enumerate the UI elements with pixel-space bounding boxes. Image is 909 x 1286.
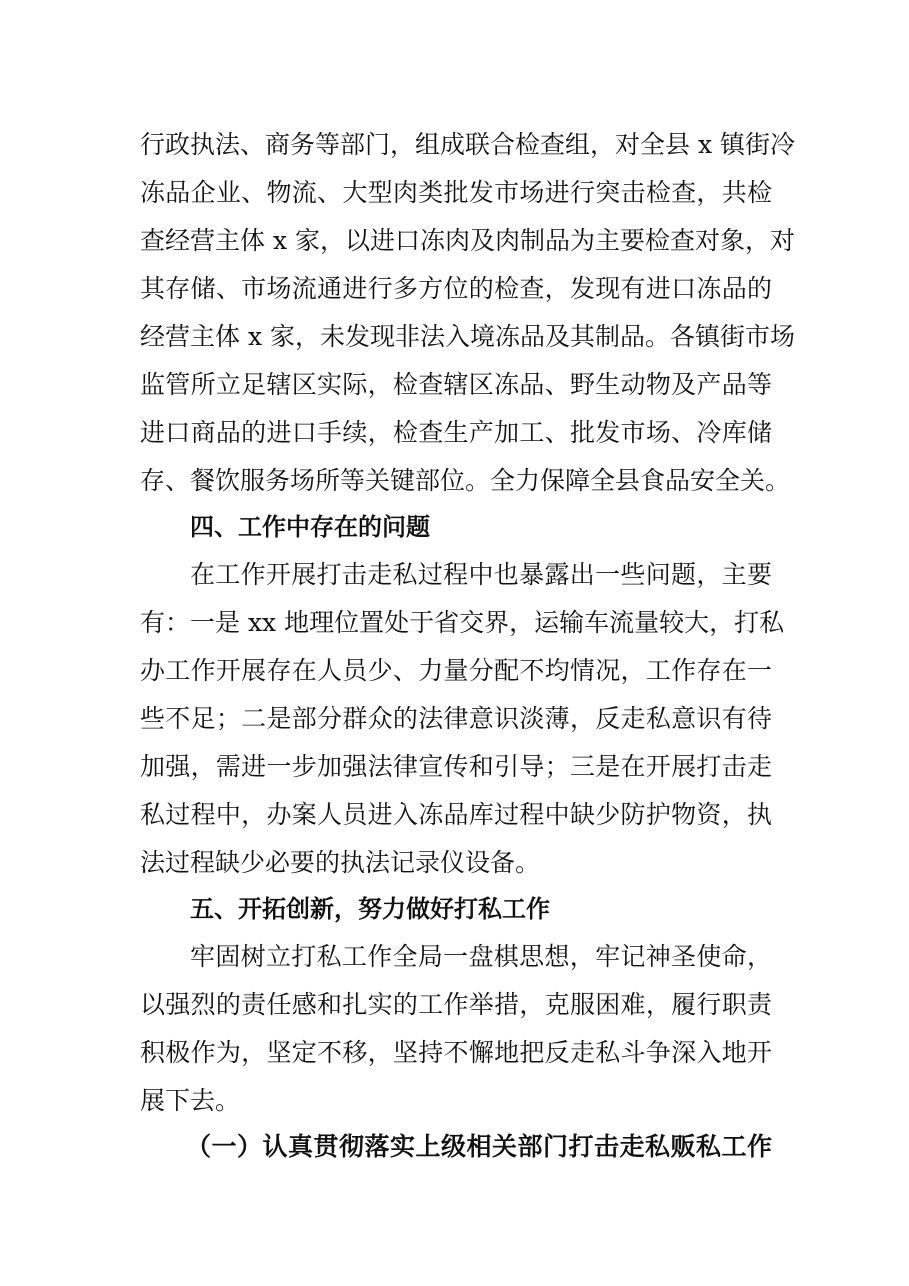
paragraph-line: 冻品企业、物流、大型肉类批发市场进行突击检查，共检 [140, 178, 772, 207]
paragraph-line: 行政执法、商务等部门，组成联合检查组，对全县 x 镇街冷 [140, 130, 795, 159]
paragraph-line: 牢固树立打私工作全局一盘棋思想，牢记神圣使命， [190, 942, 772, 971]
section-heading: 四、工作中存在的问题 [190, 513, 430, 541]
paragraph-line: 监管所立足辖区实际，检查辖区冻品、野生动物及产品等 [140, 370, 772, 399]
paragraph-line: 法过程缺少必要的执法记录仪设备。 [140, 848, 541, 877]
paragraph-line: 经营主体 x 家，未发现非法入境冻品及其制品。各镇街市场 [140, 322, 795, 351]
paragraph-line: 积极作为，坚定不移，坚持不懈地把反走私斗争深入地开 [140, 1038, 772, 1067]
paragraph-line: 其存储、市场流通进行多方位的检查，发现有进口冻品的 [140, 274, 772, 303]
paragraph-line: 进口商品的进口手续，检查生产加工、批发市场、冷库储 [140, 418, 772, 447]
paragraph-line: 在工作开展打击走私过程中也暴露出一些问题，主要 [190, 560, 772, 589]
paragraph-line: 办工作开展存在人员少、力量分配不均情况，工作存在一 [140, 656, 772, 685]
paragraph-line: 查经营主体 x 家，以进口冻肉及肉制品为主要检查对象，对 [140, 226, 795, 255]
paragraph-line: 私过程中，办案人员进入冻品库过程中缺少防护物资，执 [140, 800, 772, 829]
paragraph-line: 以强烈的责任感和扎实的工作举措，克服困难，履行职责 [140, 990, 772, 1019]
paragraph-line: 加强，需进一步加强法律宣传和引导；三是在开展打击走 [140, 752, 772, 781]
paragraph-line: 展下去。 [140, 1086, 241, 1115]
subsection-heading: （一）认真贯彻落实上级相关部门打击走私贩私工作 [186, 1132, 772, 1161]
paragraph-line: 存、餐饮服务场所等关键部位。全力保障全县食品安全关。 [140, 466, 791, 495]
section-heading: 五、开拓创新，努力做好打私工作 [190, 895, 550, 923]
paragraph-line: 有：一是 xx 地理位置处于省交界，运输车流量较大，打私 [140, 608, 785, 637]
paragraph-line: 些不足；二是部分群众的法律意识淡薄，反走私意识有待 [140, 704, 772, 733]
